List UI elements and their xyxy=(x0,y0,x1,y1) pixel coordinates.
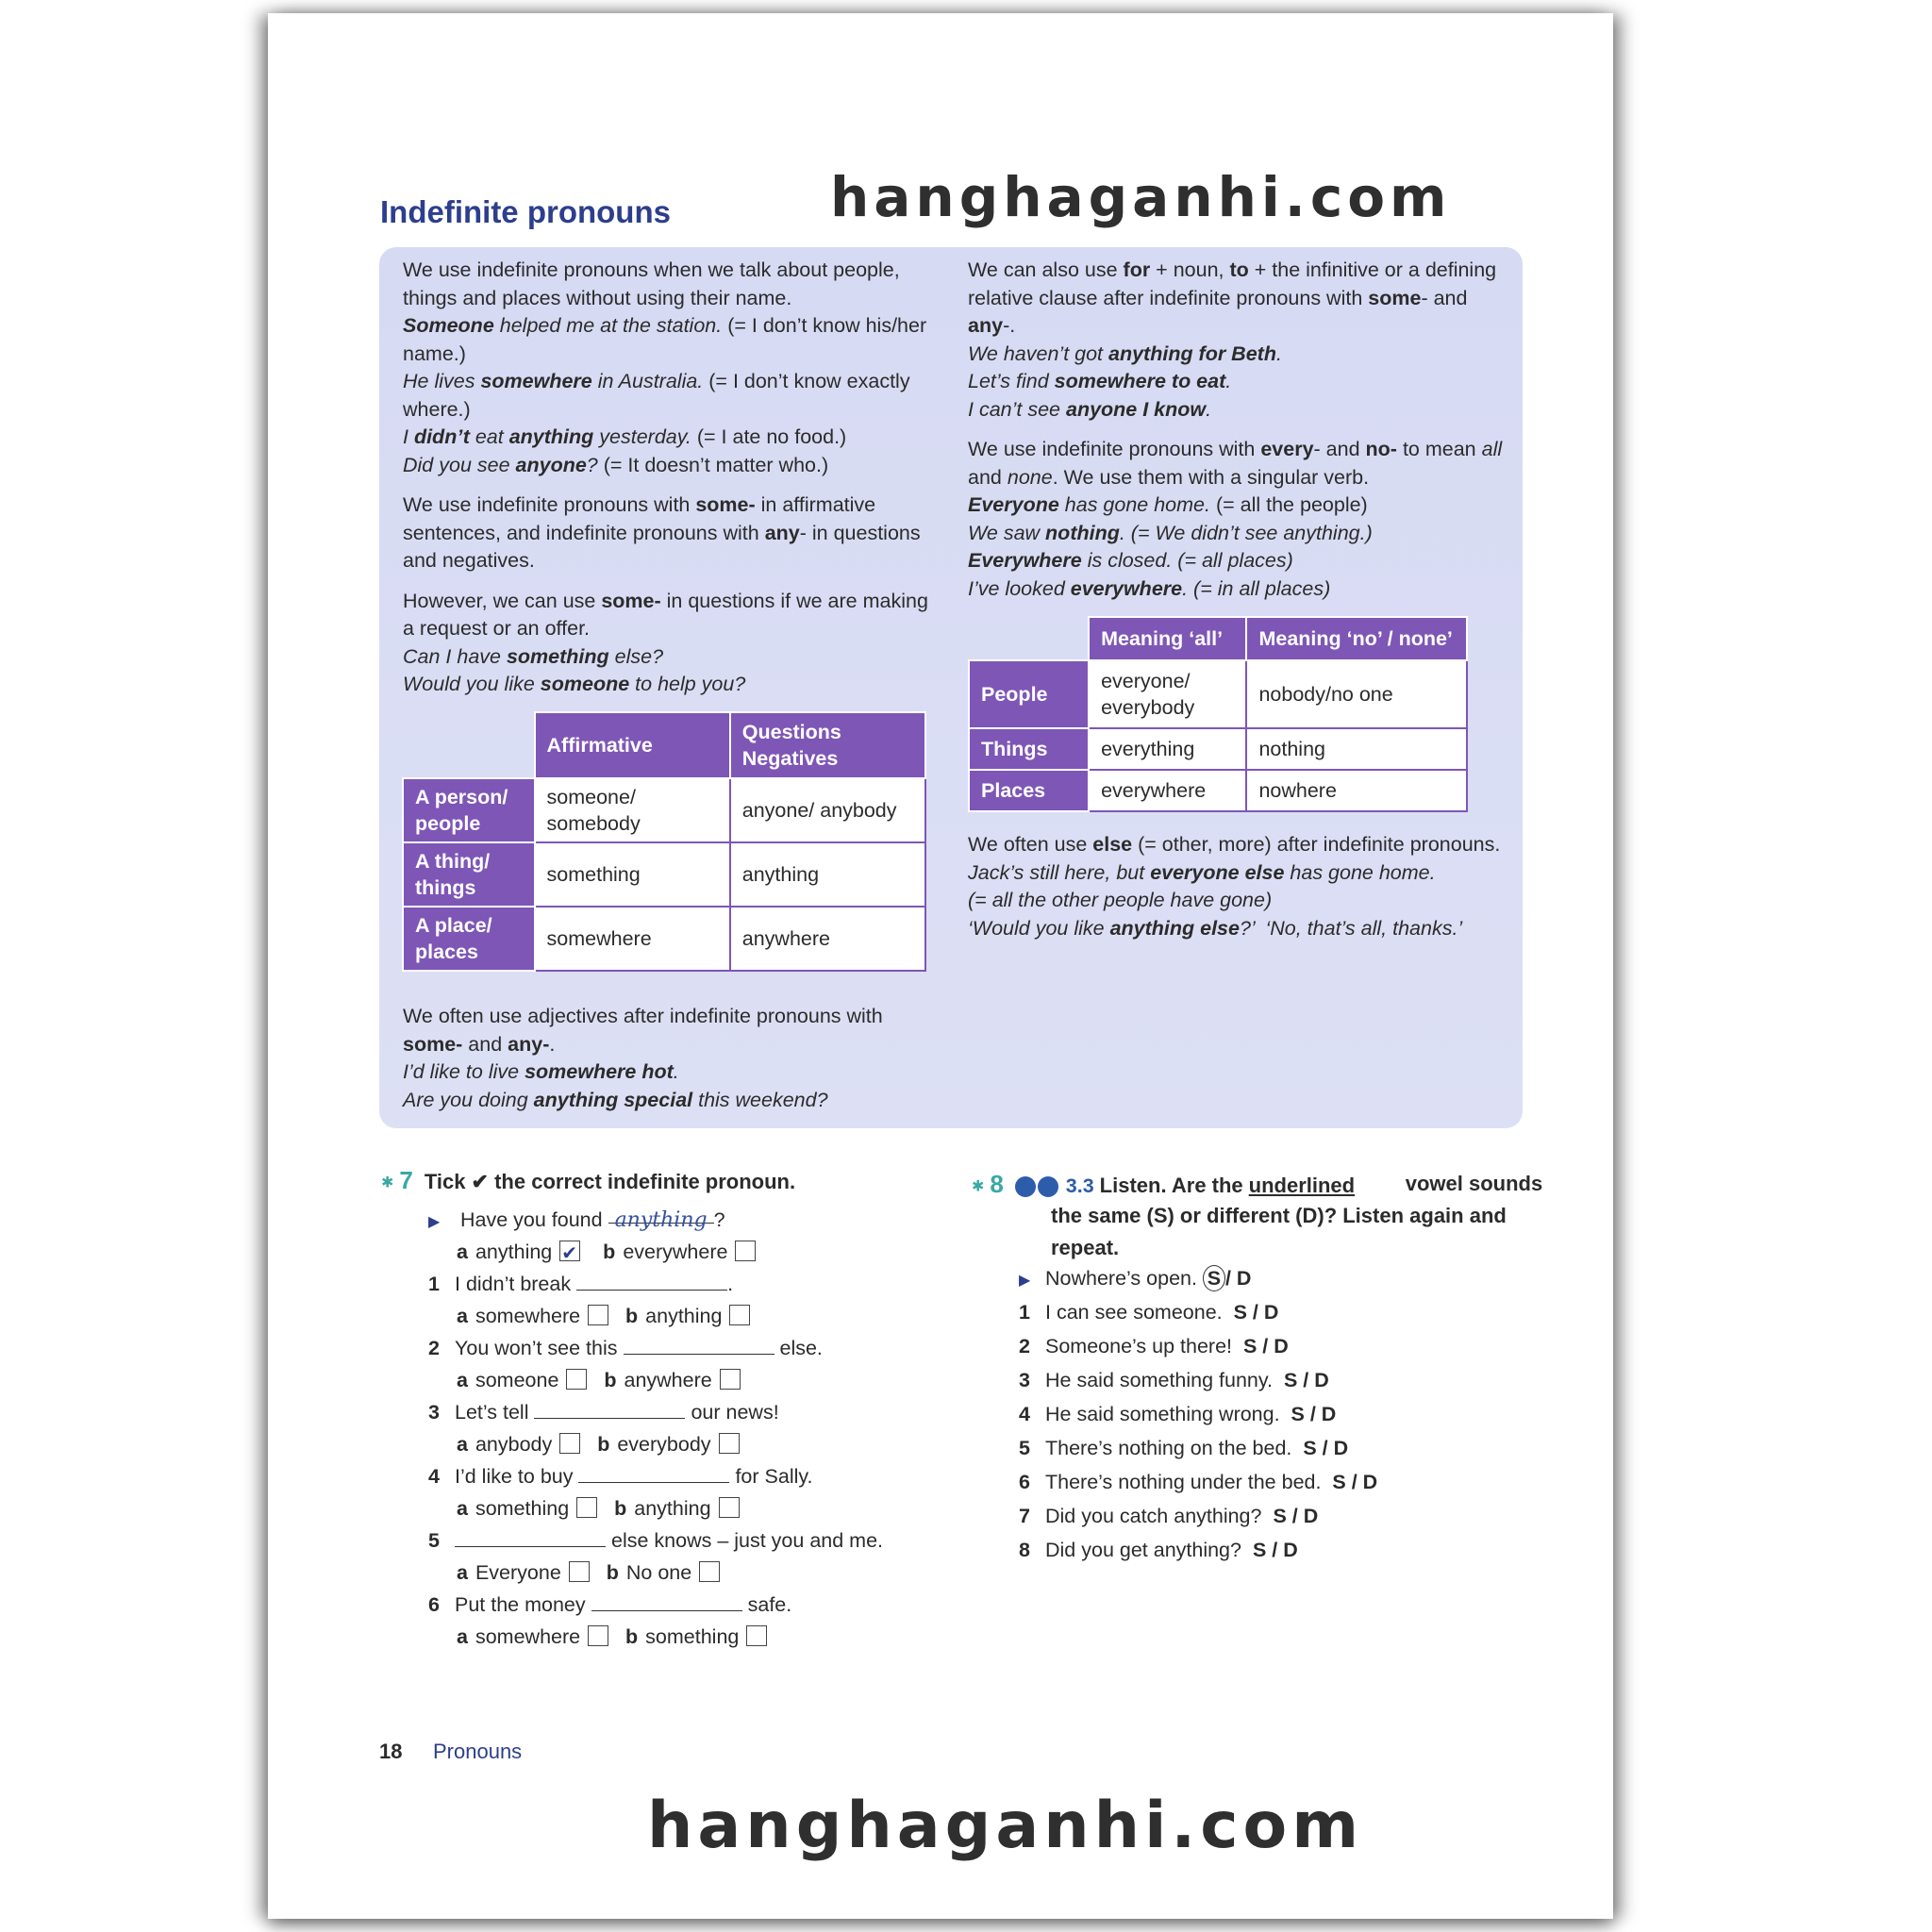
watermark-bottom: hanghaganhi.com xyxy=(647,1789,1364,1863)
sentence-text: I can see someone. xyxy=(1045,1301,1223,1324)
header-affirmative: Affirmative xyxy=(535,712,730,778)
check-icon: ✔ xyxy=(561,1243,578,1265)
audio-icon[interactable] xyxy=(1015,1176,1036,1197)
sentence-text: safe. xyxy=(747,1593,792,1616)
table-some-any xyxy=(402,711,926,972)
answer-blank[interactable] xyxy=(624,1335,774,1355)
item-number: 6 xyxy=(1019,1471,1030,1493)
answer-blank[interactable] xyxy=(591,1591,742,1611)
answer-blank[interactable] xyxy=(534,1399,685,1419)
triangle-bullet-icon: ▶ xyxy=(428,1214,441,1230)
grammar-right-bottom: We often use else (= other, more) after indefinite pronouns. Jack’s still here, but everyone else has gone home. (= all the other people have gone) ‘Would you like anything else?’ ‘No, that’s all, thanks.’ xyxy=(968,833,1501,940)
sd-choice[interactable]: S / D xyxy=(1291,1403,1337,1425)
item-number: 3 xyxy=(428,1401,440,1424)
cell: something xyxy=(535,842,730,907)
sentence-text: our news! xyxy=(691,1401,779,1424)
item-number: 2 xyxy=(428,1337,440,1359)
item-number: 5 xyxy=(1019,1437,1030,1459)
checkbox-b[interactable] xyxy=(729,1305,750,1325)
sentence-text: He said something wrong. xyxy=(1045,1403,1280,1425)
exercise-instruction: Listen. Are the xyxy=(1099,1174,1243,1197)
grammar-right-column: We can also use for + noun, to + the infinitive or a defining relative clause after indefinite pronouns with some- and any-. We haven’t got anything for Beth. Let’s find somewhere to eat. I can’t see anyone I know. We use indefinite pronouns with every- and no- to mean all and none. We use them with a singular verb. Everyone has gone home. (= all the people) We saw nothing. (= We didn’t see anything.) Everywhere is closed. (= all places) I’ve looked everywhere. (= in all places) xyxy=(968,258,1503,600)
item-number: 5 xyxy=(428,1529,440,1552)
checkbox-a[interactable] xyxy=(588,1305,608,1325)
sd-choice[interactable]: S / D xyxy=(1242,1335,1289,1357)
sentence-text: for Sally. xyxy=(735,1465,813,1488)
sd-choice[interactable]: S / D xyxy=(1303,1437,1349,1459)
cell: someone/ somebody xyxy=(535,778,730,842)
cell: nobody/no one xyxy=(1246,660,1467,728)
grammar-left-bottom: We often use adjectives after indefinite pronouns with some- and any-. I’d like to live somewhere hot. Are you doing anything special this weekend? xyxy=(403,1005,883,1111)
answer-blank[interactable] xyxy=(578,1463,729,1483)
cell: everyone/ everybody xyxy=(1089,660,1246,728)
checkbox-a[interactable] xyxy=(588,1625,608,1646)
item-number: 4 xyxy=(428,1465,440,1488)
option-a: somewhere xyxy=(475,1625,581,1648)
sentence-text: He said something funny. xyxy=(1045,1369,1274,1391)
star-icon: ✱ xyxy=(381,1174,394,1191)
option-b: anything xyxy=(634,1497,711,1520)
row-label-places: Places xyxy=(969,770,1089,811)
header-questions-negatives: Questions Negatives xyxy=(730,712,925,778)
star-icon: ✱ xyxy=(972,1178,985,1195)
sd-choice[interactable]: S / D xyxy=(1283,1369,1329,1391)
option-a: Everyone xyxy=(475,1561,561,1584)
checkbox-b[interactable] xyxy=(720,1369,741,1390)
checkbox-a[interactable] xyxy=(566,1369,587,1390)
option-b: everywhere xyxy=(623,1241,728,1263)
sd-choice[interactable]: S / D xyxy=(1252,1539,1298,1561)
sentence-text: Did you catch anything? xyxy=(1045,1505,1262,1527)
checkbox-a[interactable] xyxy=(559,1433,580,1454)
checkbox-a[interactable] xyxy=(576,1497,597,1518)
section-title: Pronouns xyxy=(433,1740,523,1763)
cell: anyone/ anybody xyxy=(730,778,925,842)
option-a: anybody xyxy=(475,1433,553,1456)
checkbox-b[interactable] xyxy=(735,1241,756,1261)
cell: nowhere xyxy=(1246,770,1467,811)
cell: anywhere xyxy=(730,907,925,971)
sd-choice[interactable]: S / D xyxy=(1273,1505,1319,1527)
exercise-number: 7 xyxy=(399,1166,413,1194)
item-number: 6 xyxy=(428,1593,440,1616)
handwritten-answer: anything xyxy=(614,1208,708,1232)
triangle-bullet-icon: ▶ xyxy=(1019,1273,1031,1289)
item-number: 4 xyxy=(1019,1403,1030,1425)
cell: everything xyxy=(1089,728,1246,770)
option-a: somewhere xyxy=(475,1305,581,1327)
exercise-instruction-underlined: underlined xyxy=(1248,1174,1356,1197)
sentence-text: I didn’t break xyxy=(455,1273,572,1295)
header-meaning-all: Meaning ‘all’ xyxy=(1089,617,1246,660)
track-number: 3.3 xyxy=(1065,1174,1094,1197)
page-number: 18 xyxy=(379,1740,403,1763)
option-b: anything xyxy=(645,1305,723,1327)
sentence-text: There’s nothing under the bed. xyxy=(1045,1471,1322,1493)
sentence-text: You won’t see this xyxy=(455,1337,618,1359)
item-number: 8 xyxy=(1019,1539,1030,1561)
option-a: anything xyxy=(475,1241,553,1263)
sentence-text: Have you found xyxy=(459,1208,603,1231)
checkbox-b[interactable] xyxy=(699,1561,720,1582)
option-b: everybody xyxy=(617,1433,711,1456)
cell: everywhere xyxy=(1089,770,1246,811)
sentence-text: else. xyxy=(779,1337,823,1359)
option-b: No one xyxy=(625,1561,692,1584)
exercise-instruction: vowel sounds the same (S) or different (D)? Listen again and repeat. xyxy=(1051,1172,1543,1259)
sentence-text: There’s nothing on the bed. xyxy=(1045,1437,1292,1459)
sd-choice[interactable]: S / D xyxy=(1233,1301,1279,1324)
item-number: 1 xyxy=(1019,1301,1030,1324)
sentence-text: . xyxy=(727,1273,734,1295)
sentence-text: ? xyxy=(713,1208,725,1231)
row-label-place: A place/ places xyxy=(403,907,535,971)
table-every-no xyxy=(968,616,1468,812)
sentence-text: Let’s tell xyxy=(455,1401,529,1424)
answer-blank[interactable] xyxy=(576,1271,727,1291)
grammar-left-column: We use indefinite pronouns when we talk about people, things and places without using their name. Someone helped me at the station. (= I don’t know his/her name.) He lives somewhere in Australia. (= I don’t know exactly where.) I didn’t eat anything yesterday. (= I ate no food.) Did you see anyone? (= It doesn’t matter who.) We use indefinite pronouns with some- in affirmative sentences, and indefinite pronouns with any- in questions and negatives. However, we can use some- in questions if we are making a request or an offer. Can I have something else? Would you like someone to help you? xyxy=(403,258,928,695)
option-a: someone xyxy=(475,1369,559,1391)
checkbox-b[interactable] xyxy=(719,1497,740,1518)
option-a: something xyxy=(475,1497,570,1520)
answer-blank[interactable] xyxy=(608,1204,714,1232)
checkbox-b[interactable] xyxy=(719,1433,740,1454)
answer-blank[interactable] xyxy=(455,1527,606,1547)
cell: anything xyxy=(730,842,925,907)
checkbox-a[interactable] xyxy=(569,1561,590,1582)
row-label-person: A person/ people xyxy=(403,778,535,842)
item-number: 7 xyxy=(1019,1505,1030,1527)
watermark-top: hanghaganhi.com xyxy=(830,165,1452,229)
row-label-things: Things xyxy=(969,728,1089,770)
sentence-text: else knows – just you and me. xyxy=(610,1529,883,1552)
page-title: Indefinite pronouns xyxy=(380,194,671,229)
item-number: 3 xyxy=(1019,1369,1030,1391)
sentence-text: I’d like to buy xyxy=(455,1465,574,1488)
sentence-text: Did you get anything? xyxy=(1045,1539,1241,1561)
row-label-thing: A thing/ things xyxy=(403,842,535,907)
sentence-text: Put the money xyxy=(455,1593,586,1616)
item-number: 1 xyxy=(428,1273,440,1295)
item-number: 2 xyxy=(1019,1335,1030,1357)
row-label-people: People xyxy=(969,660,1089,728)
circled-answer: S xyxy=(1203,1265,1225,1291)
checkbox-a[interactable] xyxy=(559,1241,580,1265)
sd-choice[interactable]: S / D xyxy=(1332,1471,1378,1493)
checkbox-b[interactable] xyxy=(746,1625,767,1646)
cell: nothing xyxy=(1246,728,1467,770)
exercise-instruction: Tick ✔ the correct indefinite pronoun. xyxy=(424,1170,796,1193)
header-meaning-none: Meaning ‘no’ / none’ xyxy=(1246,617,1467,660)
option-b: something xyxy=(645,1625,740,1648)
option-b: anywhere xyxy=(624,1369,712,1391)
cell: somewhere xyxy=(535,907,730,971)
sentence-text: Someone’s up there! xyxy=(1045,1335,1233,1357)
sentence-text: Nowhere’s open. xyxy=(1045,1267,1197,1290)
exercise-number: 8 xyxy=(990,1170,1004,1198)
